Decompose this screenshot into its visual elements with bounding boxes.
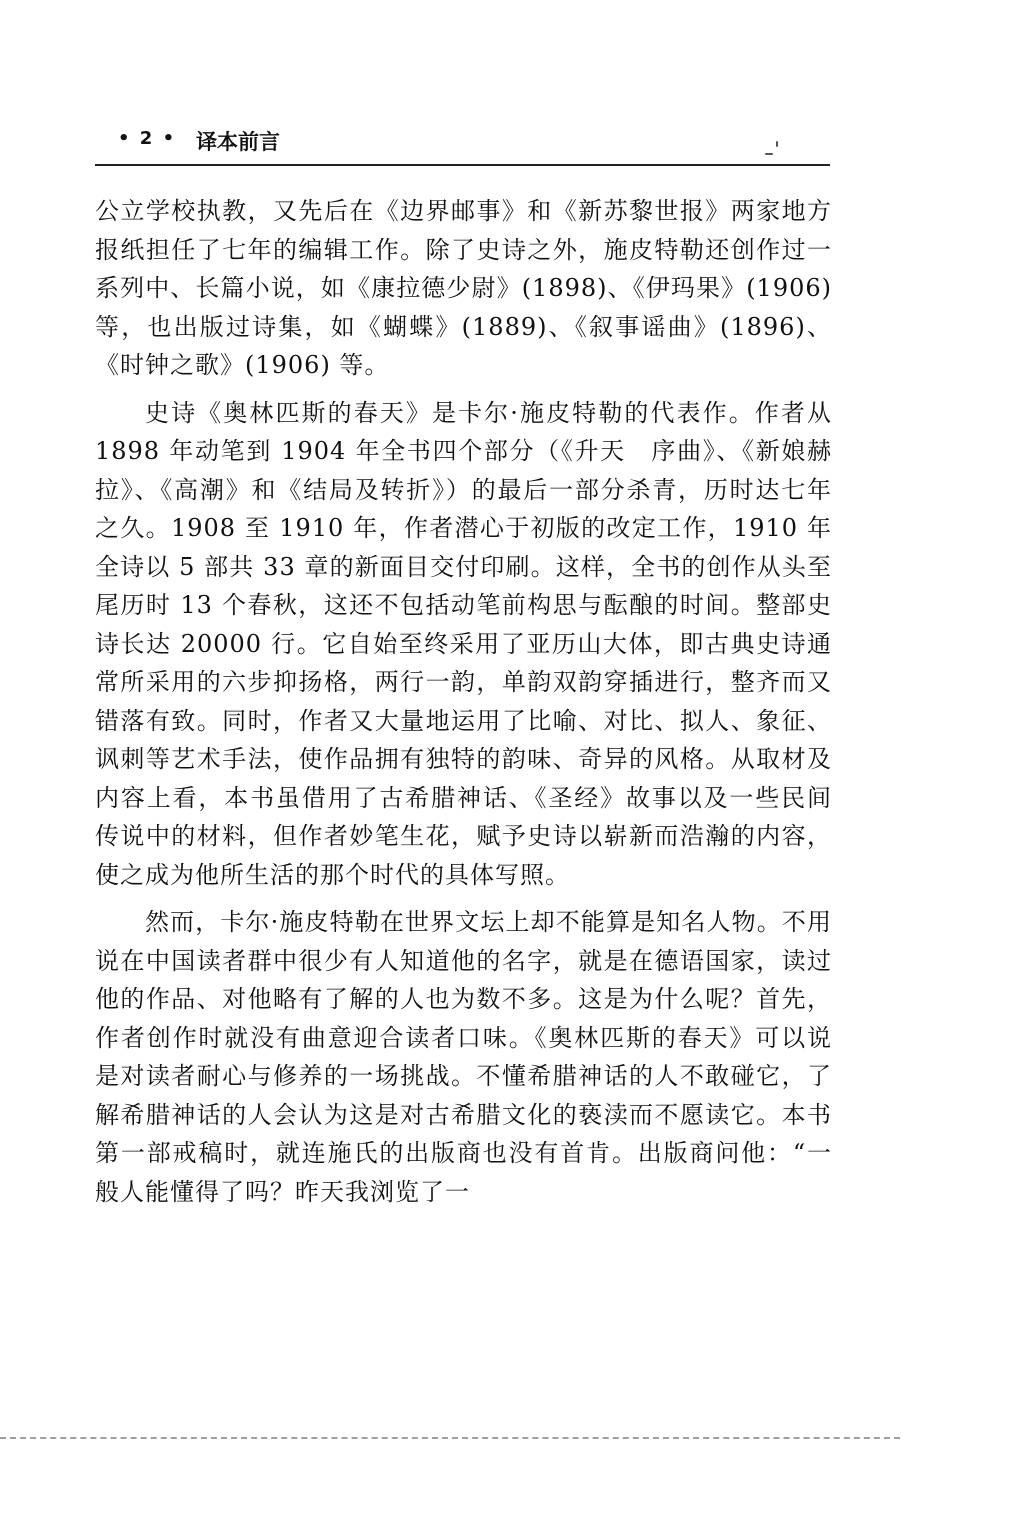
body-text [95, 192, 832, 1220]
scan-speck [776, 141, 778, 147]
paragraph-3: 然而，卡尔·施皮特勒在世界文坛上却不能算是知名人物。不用说在中国读者群中很少有人知道他的名字，就是在德语国家，读过他的作品、对他略有了解的人也为数不多。这是为什么呢？首先，作者创作时就没有曲意迎合读者口味。《奥林匹斯的春天》可以说是对读者耐心与修养的一场挑战。不懂希腊神话的人不敢碰它，了解希腊神话的人会认为这是对古希腊文化的亵渎而不愿读它。本书第一部戒稿时，就连施氏的出版商也没有首肯。出版商问他：“一般人能懂得了吗？昨天我浏览了一 [95, 908, 832, 1206]
scan-speck [765, 153, 773, 155]
paragraph-1: 公立学校执教，又先后在《边界邮事》和《新苏黎世报》两家地方报纸担任了七年的编辑工作。除了史诗之外，施皮特勒还创作过一系列中、长篇小说，如《康拉德少尉》(1898)、《伊玛果》(1906) 等，也出版过诗集，如《蝴蝶》(1889)、《叙事谣曲》(1896)、《时钟之歌》(1906) 等。 [95, 197, 832, 379]
running-header [118, 128, 828, 158]
page-number: • 2 • [118, 128, 177, 149]
footer-scan-line [0, 1437, 900, 1439]
paragraph-2: 史诗《奥林匹斯的春天》是卡尔·施皮特勒的代表作。作者从 1898 年动笔到 1904 年全书四个部分（《升天 序曲》、《新娘赫拉》、《高潮》和《结局及转折》）的最后一部分杀青，历时达七年之久。1908 至 1910 年，作者潜心于初版的改定工作，1910 年全诗以 5 部共 33 章的新面目交付印刷。这样，全书的创作从头至尾历时 13 个春秋，这还不包括动笔前构思与酝酿的时间。整部史诗长达 20000 行。它自始至终采用了亚历山大体，即古典史诗通常所采用的六步抑扬格，两行一韵，单韵双韵穿插进行，整齐而又错落有致。同时，作者又大量地运用了比喻、对比、拟人、象征、讽刺等艺术手法，使作品拥有独特的韵味、奇异的风格。从取材及内容上看，本书虽借用了古希腊神话、《圣经》故事以及一些民间传说中的材料，但作者妙笔生花，赋予史诗以崭新而浩瀚的内容，使之成为他所生活的那个时代的具体写照。 [95, 398, 832, 889]
running-title: 译本前言 [196, 130, 280, 154]
header-rule [95, 164, 830, 166]
